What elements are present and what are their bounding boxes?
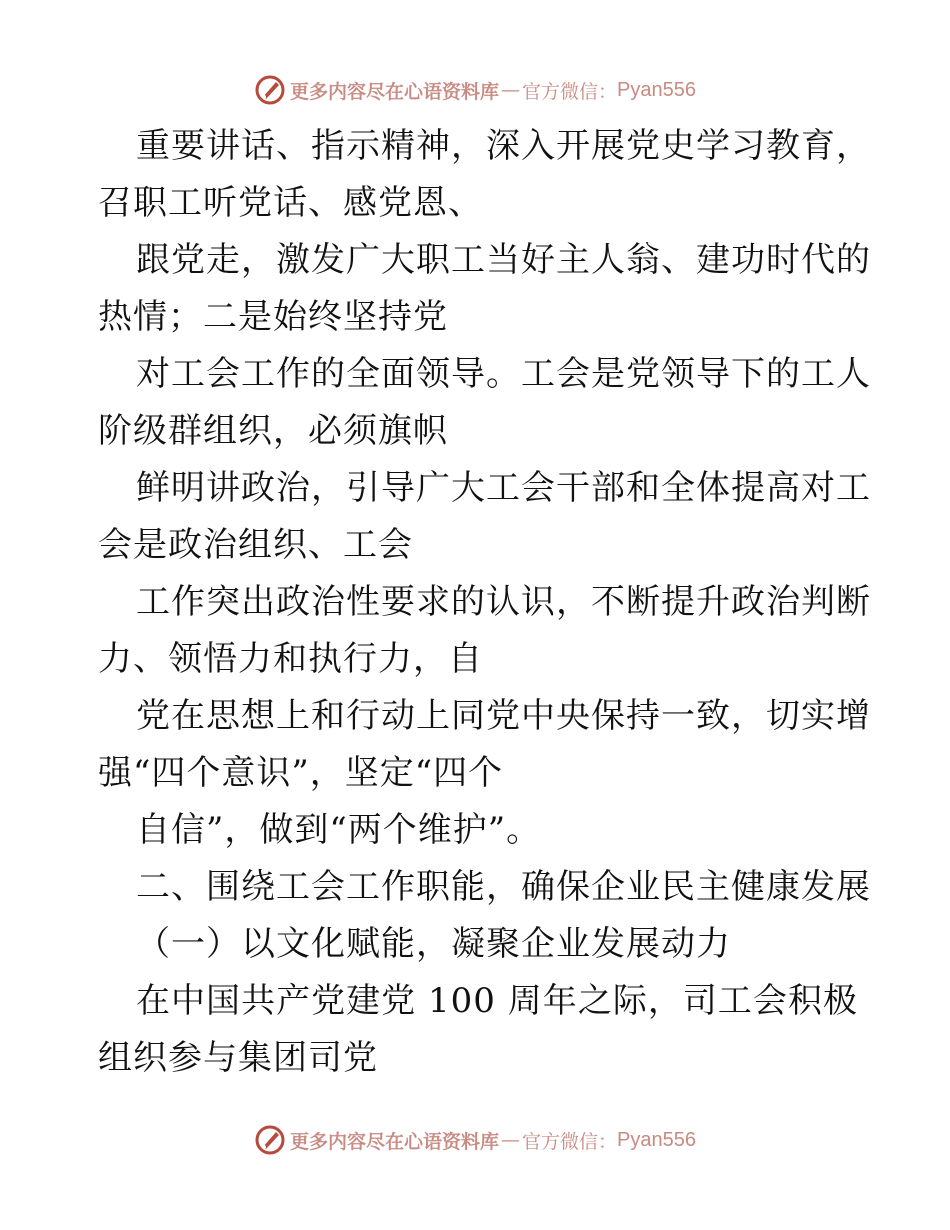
text-line: 热情；二是始终坚持党 (98, 297, 448, 337)
text-line: 自信”，做到“两个维护”。 (136, 810, 542, 850)
text-line: 党在思想上和行动上同党中央保持一致，切实增 (136, 696, 871, 736)
text-line: 力、领悟力和执行力，自 (98, 639, 483, 679)
text-line: 在中国共产党建党 100 周年之际，司工会积极 (136, 981, 858, 1021)
banner-brand-text: 更多内容尽在心语资料库 (290, 1130, 500, 1153)
text-line: 鲜明讲政治，引导广大工会干部和全体提高对工 (136, 468, 871, 508)
text-line: 跟党走，激发广大职工当好主人翁、建功时代的 (136, 240, 871, 280)
text-line: 召职工听党话、感党恩、 (98, 183, 483, 223)
footer-banner (0, 1120, 950, 1160)
text-line: 对工会工作的全面领导。工会是党领导下的工人 (136, 354, 871, 394)
subsection-heading: （一）以文化赋能，凝聚企业发展动力 (136, 924, 731, 964)
text-line: 强“四个意识”，坚定“四个 (98, 753, 504, 793)
text-line: 阶级群组织，必须旗帜 (98, 411, 448, 451)
banner-wechat-label: 官方微信： (522, 80, 618, 103)
banner-brand-text: 更多内容尽在心语资料库 (290, 80, 500, 103)
section-heading: 二、围绕工会工作职能，确保企业民主健康发展 (136, 867, 871, 907)
pen-logo-icon (254, 1124, 286, 1156)
banner-dash: — (501, 79, 521, 101)
text-line: 重要讲话、指示精神，深入开展党史学习教育， (136, 126, 871, 166)
header-banner (0, 70, 950, 110)
text-line: 组织参与集团司党 (98, 1038, 378, 1078)
banner-wechat-id: Pyan556 (617, 1128, 696, 1151)
banner-wechat-id: Pyan556 (617, 78, 696, 101)
document-body (98, 118, 871, 1087)
banner-wechat-label: 官方微信： (522, 1130, 618, 1153)
banner-dash: — (501, 1129, 521, 1151)
text-line: 工作突出政治性要求的认识，不断提升政治判断 (136, 582, 871, 622)
text-line: 会是政治组织、工会 (98, 525, 413, 565)
pen-logo-icon (254, 74, 286, 106)
